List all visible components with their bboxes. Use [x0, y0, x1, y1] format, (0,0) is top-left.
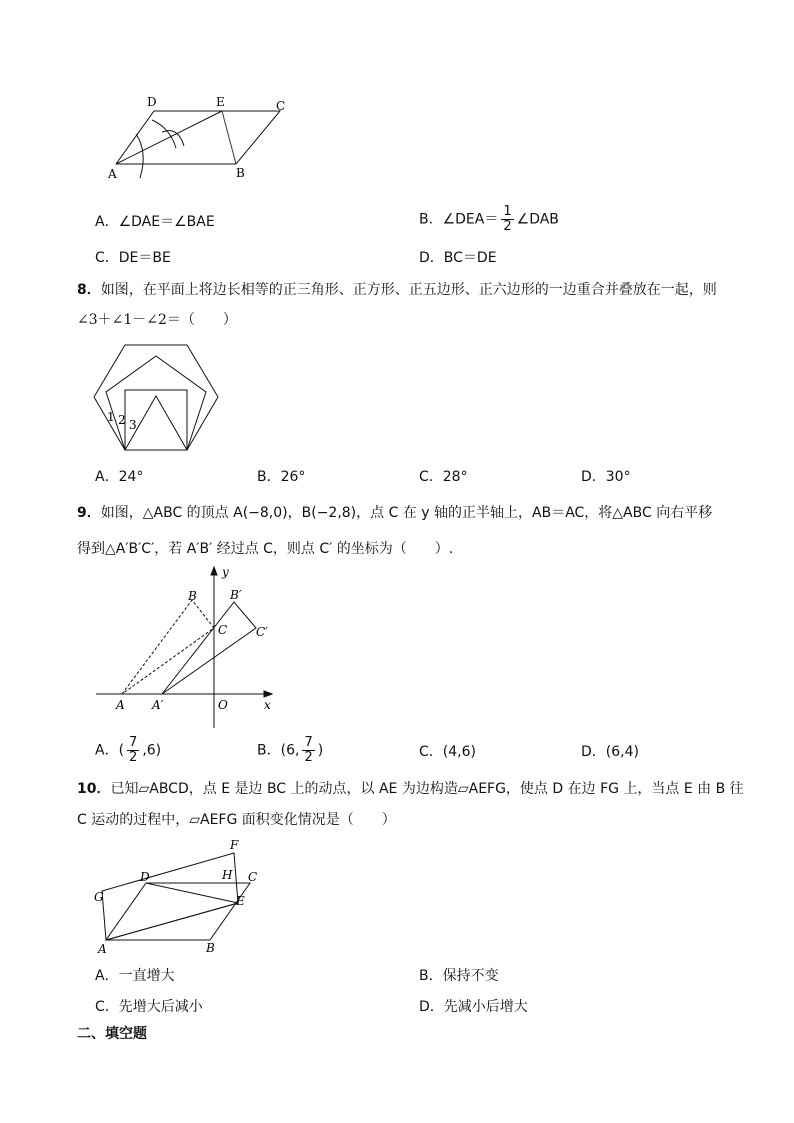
- q7-figure: [100, 90, 300, 185]
- q7-label-a: A: [108, 167, 117, 181]
- q10-label-h: H: [222, 868, 233, 882]
- q7-label-c: C: [276, 99, 286, 113]
- q7-option-b-den: 2: [503, 219, 512, 234]
- q10-number: 10．: [77, 781, 111, 797]
- q10-stem-line2: C 运动的过程中，▱AEFG 面积变化情况是（ ）: [77, 812, 396, 828]
- pentagon: [106, 356, 206, 450]
- q10-label-d: D: [140, 870, 150, 884]
- q7-option-b[interactable]: [419, 205, 559, 234]
- q9-label-c: C: [218, 623, 228, 637]
- q9-option-a-den: 2: [129, 750, 138, 765]
- parallelogram-abcd: [116, 111, 280, 164]
- triangle-abc: [122, 600, 214, 694]
- q10-stem-line1: [77, 780, 744, 798]
- q9-label-c-prime: C′: [256, 625, 268, 639]
- q8-stem-line1: [77, 281, 717, 299]
- construction-arc-a: [136, 134, 143, 178]
- q8-option-b[interactable]: B．26°: [257, 469, 306, 485]
- q10-label-a: A: [98, 942, 107, 956]
- q9-option-b-prefix: B．(6,: [257, 742, 300, 759]
- q7-option-d[interactable]: D．BC＝DE: [419, 250, 497, 266]
- segment-be: [222, 111, 236, 164]
- parallelogram-abcd: [106, 883, 250, 940]
- triangle-a-prime-b-prime-c-prime: [162, 602, 256, 694]
- q9-option-d[interactable]: D．(6,4): [581, 744, 639, 760]
- q10-label-e: E: [236, 894, 245, 908]
- q7-option-b-prefix: B．∠DEA＝: [419, 211, 499, 228]
- q9-stem-line1: [77, 504, 712, 522]
- segment-de: [146, 883, 238, 903]
- q10-option-b[interactable]: B．保持不变: [419, 968, 499, 984]
- q8-text-line1: 如图，在平面上将边长相等的正三角形、正方形、正五边形、正六边形的一边重合并叠放在一起，则: [100, 282, 717, 298]
- q10-label-c: C: [248, 870, 258, 884]
- parallelogram-aefg: [102, 853, 238, 940]
- q10-label-b: B: [206, 941, 215, 955]
- q7-label-d: D: [147, 95, 157, 109]
- q9-stem-line2: 得到△A′B′C′，若 A′B′ 经过点 C，则点 C′ 的坐标为（ ）.: [77, 541, 454, 557]
- x-axis-arrow: [264, 691, 272, 697]
- q8-option-d[interactable]: D．30°: [581, 469, 631, 485]
- q9-option-c[interactable]: C．(4,6): [419, 744, 476, 760]
- q8-label-2: 2: [118, 413, 126, 427]
- q9-number: 9．: [77, 505, 101, 521]
- y-axis-arrow: [211, 567, 217, 575]
- q9-option-b-suffix: ): [317, 742, 324, 759]
- q7-option-c[interactable]: C．DE＝BE: [95, 250, 171, 266]
- q8-stem-line2: ∠3＋∠1－∠2＝（ ）: [77, 312, 237, 328]
- q9-option-a-fraction: [127, 736, 139, 765]
- section-heading: 二、填空题: [77, 1026, 147, 1042]
- q9-option-a-prefix: A．(: [95, 742, 125, 759]
- q8-label-1: 1: [107, 410, 115, 424]
- q9-text-line1: 如图，△ABC 的顶点 A(−8,0)，B(−2,8)，点 C 在 y 轴的正半轴上，AB＝AC，将△ABC 向右平移: [100, 505, 713, 521]
- q8-option-a[interactable]: A．24°: [95, 469, 144, 485]
- q10-label-g: G: [94, 890, 104, 904]
- q9-label-a-prime: A′: [152, 698, 164, 712]
- q9-option-a-suffix: ,6): [142, 742, 162, 759]
- q7-option-a[interactable]: A．∠DAE＝∠BAE: [95, 214, 215, 230]
- q9-label-b-prime: B′: [230, 588, 242, 602]
- q9-option-b-fraction: [302, 736, 314, 765]
- q9-label-y: y: [222, 565, 229, 579]
- q7-label-b: B: [236, 166, 245, 180]
- q7-label-e: E: [216, 95, 225, 109]
- q9-option-b-den: 2: [304, 750, 313, 765]
- q7-option-b-suffix: ∠DAB: [516, 211, 559, 228]
- q9-figure: [92, 562, 282, 732]
- q10-label-f: F: [230, 838, 239, 852]
- q8-figure: [92, 342, 232, 454]
- q10-option-a[interactable]: A．一直增大: [95, 968, 175, 984]
- q9-label-x: x: [264, 698, 271, 712]
- construction-arc-2: [162, 131, 184, 146]
- q9-option-b-num: 7: [304, 735, 313, 750]
- q7-option-b-fraction: [501, 205, 513, 234]
- q9-label-o: O: [218, 698, 228, 712]
- q8-label-3: 3: [129, 418, 137, 432]
- q9-label-a: A: [116, 698, 125, 712]
- q8-number: 8．: [77, 282, 101, 298]
- q9-option-b[interactable]: [257, 736, 323, 765]
- segment-ae: [106, 903, 238, 940]
- q9-option-a-num: 7: [129, 735, 138, 750]
- hexagon: [94, 345, 218, 450]
- q10-option-d[interactable]: D．先减小后增大: [419, 999, 528, 1015]
- q7-option-b-num: 1: [503, 204, 512, 219]
- q10-figure: [88, 835, 268, 960]
- q9-label-b: B: [188, 589, 197, 603]
- q8-option-c[interactable]: C．28°: [419, 469, 468, 485]
- q10-option-c[interactable]: C．先增大后减小: [95, 999, 203, 1015]
- segment-ae: [116, 111, 222, 164]
- q10-text-line1: 已知▱ABCD，点 E 是边 BC 上的动点，以 AE 为边构造▱AEFG，使点 D 在边 FG 上，当点 E 由 B 往: [110, 781, 744, 797]
- q9-option-a[interactable]: [95, 736, 161, 765]
